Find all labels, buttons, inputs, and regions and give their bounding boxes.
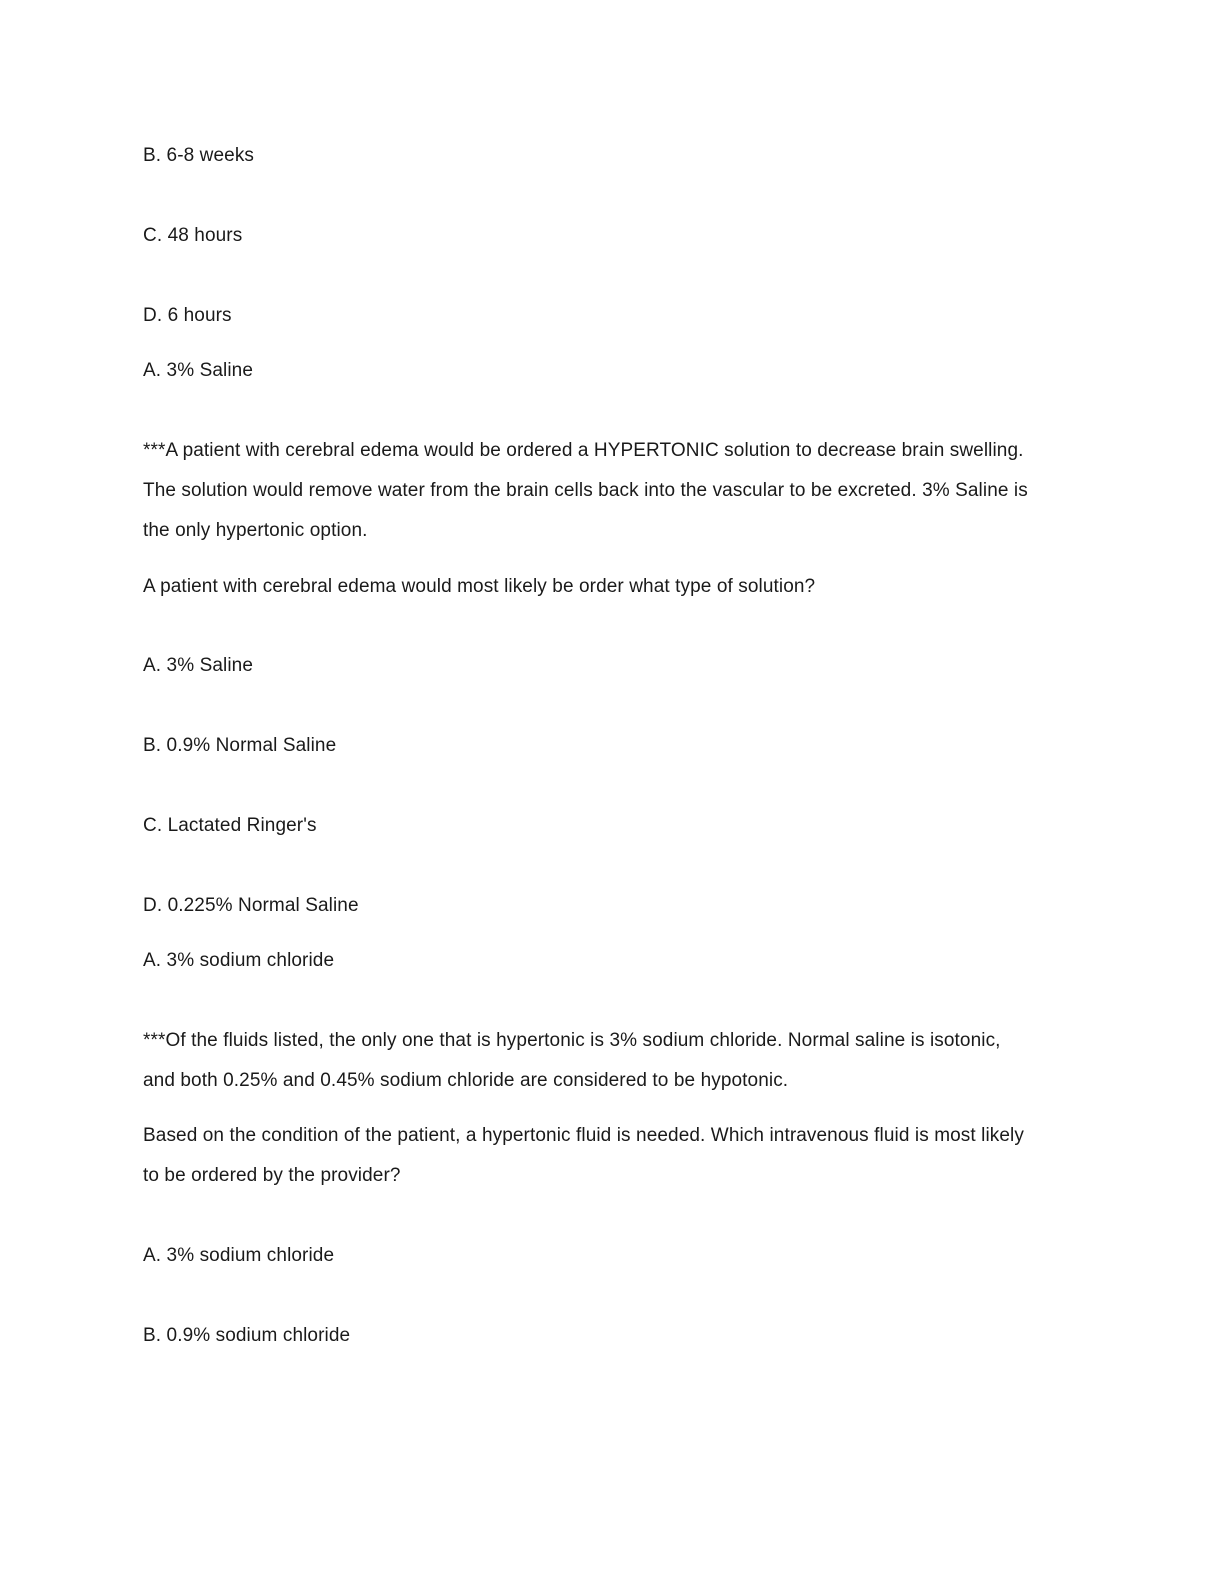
option-d-normal-saline: D. 0.225% Normal Saline [143, 895, 359, 916]
rationale-line: the only hypertonic option. [143, 520, 368, 541]
option-c-lactated-ringers: C. Lactated Ringer's [143, 815, 317, 836]
question-line: to be ordered by the provider? [143, 1165, 401, 1186]
question-hypertonic-fluid [143, 1116, 1088, 1196]
rationale-hypertonic-fluids [143, 1021, 1088, 1101]
question-line: Based on the condition of the patient, a hypertonic fluid is needed. Which intravenous fluid is most likely [143, 1125, 1024, 1146]
answer-saline: A. 3% Saline [143, 360, 253, 381]
question-cerebral-edema: A patient with cerebral edema would most likely be order what type of solution? [143, 576, 816, 597]
option-a-sodium-chloride: A. 3% sodium chloride [143, 1245, 335, 1266]
rationale-line: The solution would remove water from the brain cells back into the vascular to be excreted. 3% Saline is [143, 480, 1028, 501]
rationale-cerebral-edema [143, 431, 1088, 551]
option-b-sodium-chloride: B. 0.9% sodium chloride [143, 1325, 351, 1346]
rationale-line: ***Of the fluids listed, the only one that is hypertonic is 3% sodium chloride. Normal saline is isotonic, [143, 1030, 1001, 1051]
option-c-hours: C. 48 hours [143, 225, 243, 246]
option-a-saline: A. 3% Saline [143, 655, 253, 676]
rationale-line: ***A patient with cerebral edema would be ordered a HYPERTONIC solution to decrease brain swelling. [143, 440, 1024, 461]
rationale-line: and both 0.25% and 0.45% sodium chloride are considered to be hypotonic. [143, 1070, 789, 1091]
option-d-hours: D. 6 hours [143, 305, 232, 326]
option-b-weeks: B. 6-8 weeks [143, 145, 255, 166]
option-b-normal-saline: B. 0.9% Normal Saline [143, 735, 337, 756]
answer-sodium-chloride: A. 3% sodium chloride [143, 950, 335, 971]
